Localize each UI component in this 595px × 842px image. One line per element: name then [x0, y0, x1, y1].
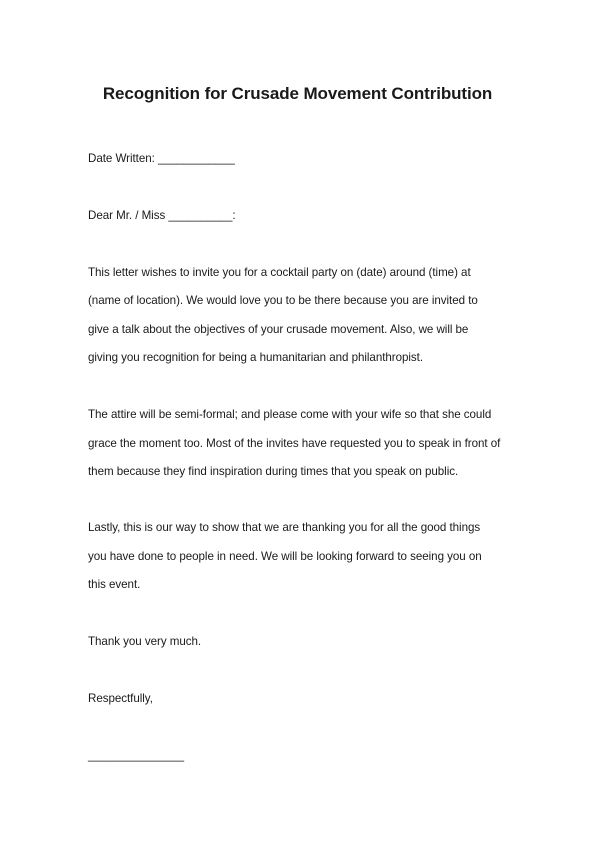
document-title: Recognition for Crusade Movement Contribution — [102, 84, 493, 103]
salutation-line: Dear Mr. / Miss __________: — [88, 209, 236, 222]
paragraph-2-line-3: them because they find inspiration during times that you speak on public. — [88, 465, 459, 478]
signature-line: _______________ — [88, 749, 184, 762]
paragraph-1-line-2: (name of location). We would love you to be there because you are invited to — [88, 294, 478, 307]
paragraph-2-line-1: The attire will be semi-formal; and please come with your wife so that she could — [88, 408, 492, 421]
paragraph-1-line-3: give a talk about the objectives of your crusade movement. Also, we will be — [88, 323, 469, 336]
thanks-line: Thank you very much. — [88, 635, 202, 648]
closing-line: Respectfully, — [88, 692, 153, 705]
paragraph-1-line-1: This letter wishes to invite you for a cocktail party on (date) around (time) at — [88, 266, 471, 279]
paragraph-2-line-2: grace the moment too. Most of the invites have requested you to speak in front of — [88, 437, 501, 450]
paragraph-3-line-3: this event. — [88, 578, 141, 591]
paragraph-3-line-1: Lastly, this is our way to show that we are thanking you for all the good things — [88, 521, 481, 534]
paragraph-1-line-4: giving you recognition for being a humanitarian and philanthropist. — [88, 351, 424, 364]
date-written-line: Date Written: ____________ — [88, 152, 235, 165]
paragraph-3-line-2: you have done to people in need. We will be looking forward to seeing you on — [88, 550, 482, 563]
